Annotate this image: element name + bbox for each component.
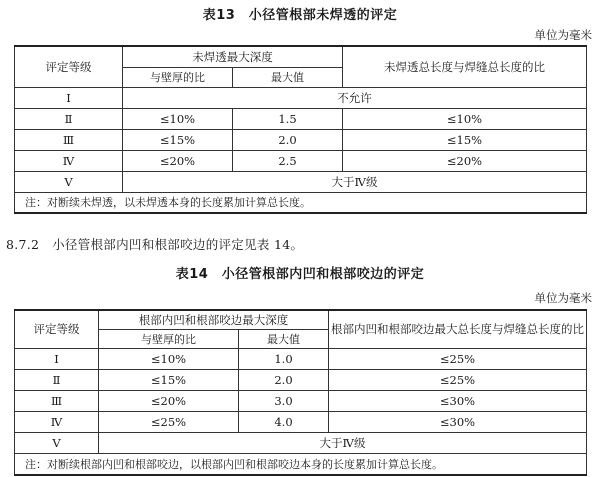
table-row [15, 432, 587, 453]
total-cell: ≤30% [329, 390, 587, 411]
total-cell: ≤15% [343, 129, 587, 150]
table-row [15, 150, 587, 171]
ratio-cell: ≤20% [99, 390, 239, 411]
max-cell: 1.5 [233, 108, 343, 129]
table13-unit: 单位为毫米 [534, 28, 592, 42]
max-cell: 3.0 [239, 390, 329, 411]
table13-header-grade: 评定等级 [15, 46, 123, 87]
total-cell: ≤20% [343, 150, 587, 171]
table-row [15, 390, 587, 411]
max-cell: 4.0 [239, 411, 329, 432]
ratio-cell: ≤10% [99, 348, 239, 369]
total-cell: ≤30% [329, 411, 587, 432]
clause-text: 8.7.2 小径管根部内凹和根部咬边的评定见表 14。 [6, 237, 304, 252]
table13-header-max: 最大值 [233, 67, 343, 87]
grade-cell: Ⅴ [15, 171, 123, 192]
table14 [14, 309, 587, 476]
grade-cell: Ⅰ [15, 348, 99, 369]
table13-header-total: 未焊透总长度与焊缝总长度的比 [343, 46, 587, 87]
ratio-cell: ≤15% [99, 369, 239, 390]
table13-header-ratio: 与壁厚的比 [123, 67, 233, 87]
merged-cell: 不允许 [123, 87, 587, 108]
table14-unit: 单位为毫米 [534, 291, 592, 305]
merged-cell: 大于Ⅳ级 [99, 432, 587, 453]
table13-title: 表13 小径管根部未焊透的评定 [202, 8, 398, 23]
table-row [15, 369, 587, 390]
table-row [15, 108, 587, 129]
ratio-cell: ≤15% [123, 129, 233, 150]
total-cell: ≤25% [329, 369, 587, 390]
ratio-cell: ≤10% [123, 108, 233, 129]
grade-cell: Ⅴ [15, 432, 99, 453]
grade-cell: Ⅲ [15, 129, 123, 150]
table-row [15, 348, 587, 369]
max-cell: 2.0 [233, 129, 343, 150]
max-cell: 2.5 [233, 150, 343, 171]
table14-note: 注：对断续根部内凹和根部咬边，以根部内凹和根部咬边本身的长度累加计算总长度。 [15, 453, 587, 475]
table13-header-row [15, 46, 587, 67]
total-cell: ≤10% [343, 108, 587, 129]
max-cell: 1.0 [239, 348, 329, 369]
total-cell: ≤25% [329, 348, 587, 369]
table14-header-grade: 评定等级 [15, 310, 99, 348]
table13-note: 注：对断续未焊透，以未焊透本身的长度累加计算总长度。 [15, 192, 587, 213]
grade-cell: Ⅲ [15, 390, 99, 411]
table14-header-max: 最大值 [239, 329, 329, 348]
table14-note-row [15, 453, 587, 475]
table13-note-row [15, 192, 587, 213]
ratio-cell: ≤20% [123, 150, 233, 171]
grade-cell: Ⅳ [15, 411, 99, 432]
grade-cell: Ⅱ [15, 369, 99, 390]
table14-title: 表14 小径管根部内凹和根部咬边的评定 [175, 267, 425, 282]
grade-cell: Ⅳ [15, 150, 123, 171]
table13-header-group: 未焊透最大深度 [123, 46, 343, 67]
table13 [14, 45, 587, 214]
grade-cell: Ⅱ [15, 108, 123, 129]
grade-cell: Ⅰ [15, 87, 123, 108]
table-row [15, 129, 587, 150]
merged-cell: 大于Ⅳ级 [123, 171, 587, 192]
table-row [15, 411, 587, 432]
table14-header-row [15, 310, 587, 329]
ratio-cell: ≤25% [99, 411, 239, 432]
table14-header-ratio: 与壁厚的比 [99, 329, 239, 348]
table14-header-total: 根部内凹和根部咬边最大总长度与焊缝总长度的比 [329, 310, 587, 348]
table14-header-group: 根部内凹和根部咬边最大深度 [99, 310, 329, 329]
table-row [15, 87, 587, 108]
max-cell: 2.0 [239, 369, 329, 390]
table-row [15, 171, 587, 192]
